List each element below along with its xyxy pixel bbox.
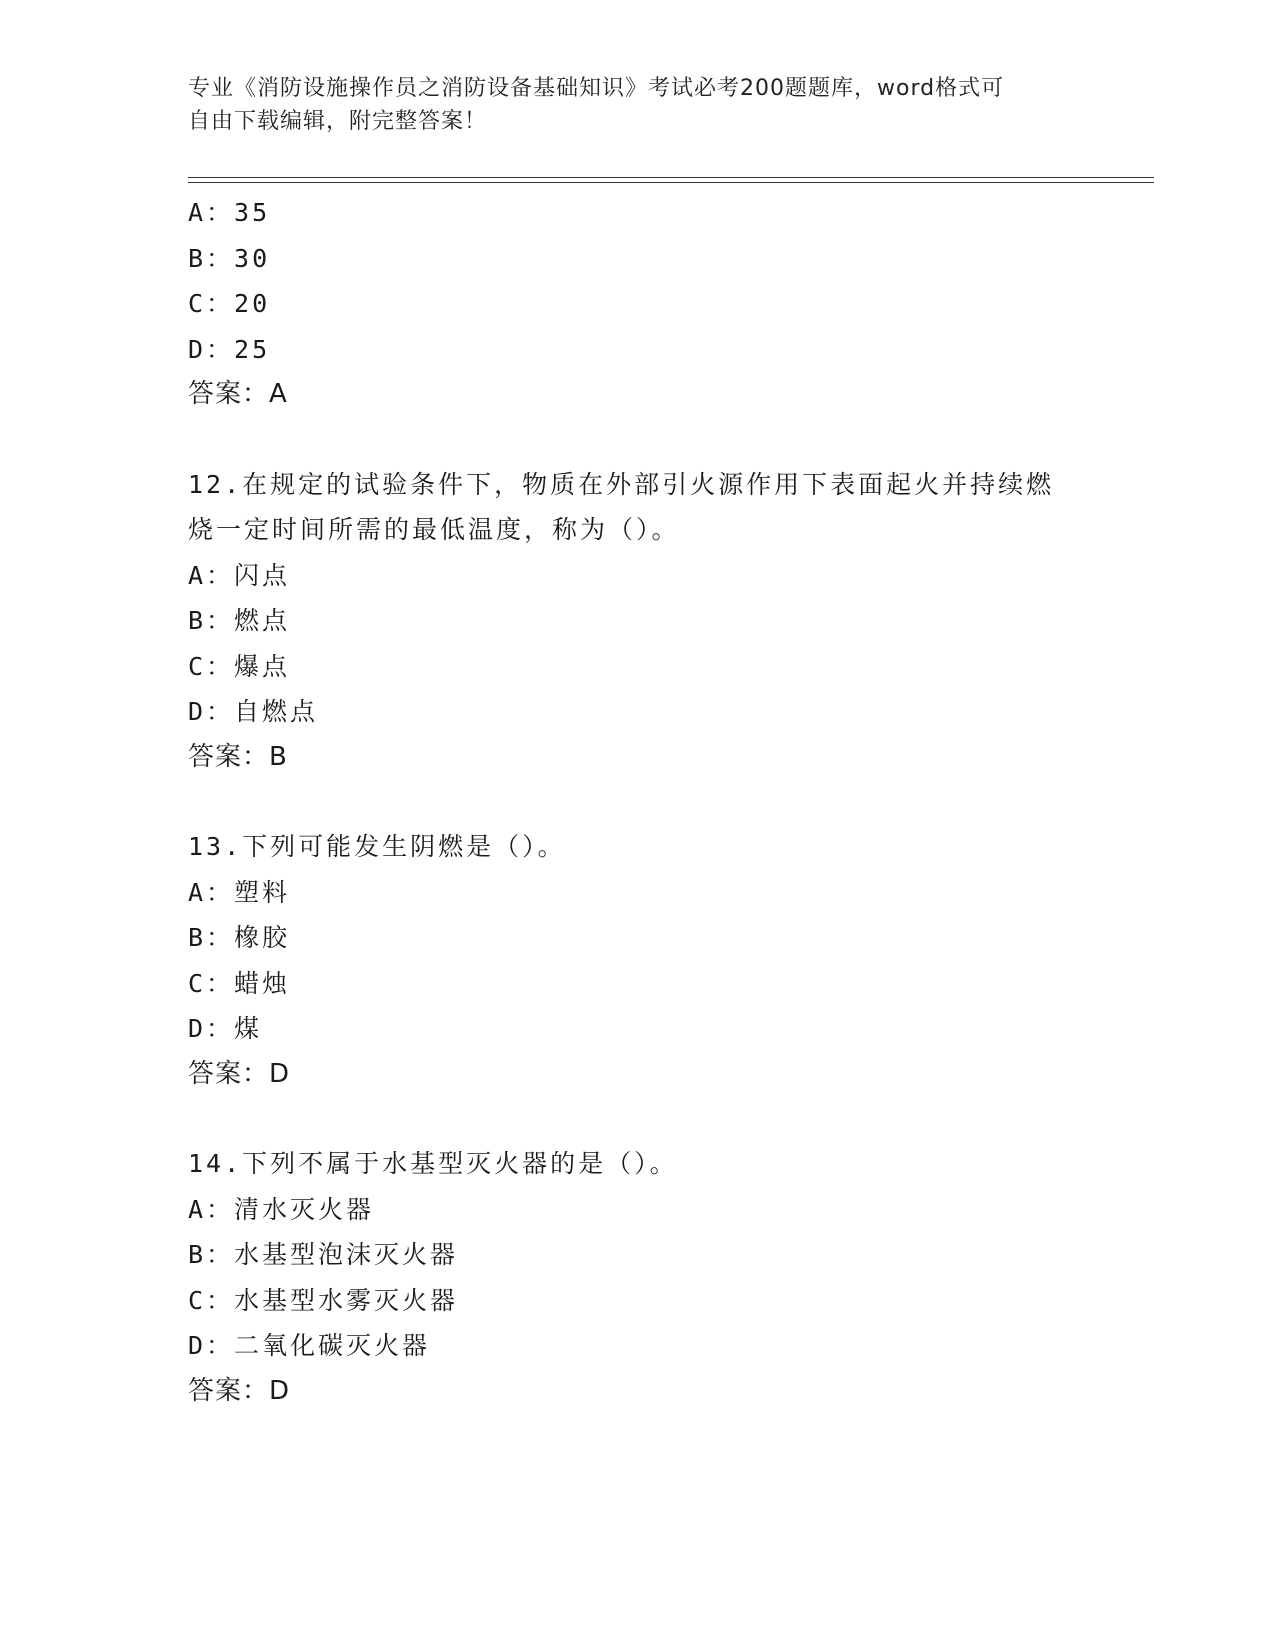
answer-line: 答案：D bbox=[188, 1058, 291, 1089]
option-b: B：30 bbox=[188, 243, 271, 273]
option-d: D：25 bbox=[188, 334, 271, 364]
option-d: D：自燃点 bbox=[188, 697, 319, 726]
question-text bbox=[188, 1141, 1088, 1187]
question-block-14 bbox=[188, 1141, 1088, 1414]
answer-line: 答案：A bbox=[188, 379, 288, 409]
option-b: B：燃点 bbox=[188, 606, 291, 635]
option-c: C：爆点 bbox=[188, 651, 291, 681]
header-line-2: 自由下载编辑，附完整答案！ bbox=[188, 109, 488, 134]
answer-line: 答案：D bbox=[188, 1375, 291, 1406]
question-text-line-1: 12.在规定的试验条件下，物质在外部引火源作用下表面起火并持续燃 bbox=[188, 469, 1055, 499]
question-text-line-1: 13.下列可能发生阴燃是（）。 bbox=[188, 832, 566, 861]
header-divider-bottom bbox=[188, 182, 1154, 183]
option-d: D：二氧化碳灭火器 bbox=[188, 1331, 431, 1360]
question-text-line-2: 烧一定时间所需的最低温度，称为（）。 bbox=[188, 515, 680, 544]
option-a: A：35 bbox=[188, 198, 271, 227]
answer-line: 答案：B bbox=[188, 741, 288, 772]
question-text bbox=[188, 462, 1088, 553]
option-a: A：闪点 bbox=[188, 560, 291, 590]
header-line-1: 专业《消防设施操作员之消防设备基础知识》考试必考200题题库，word格式可 bbox=[188, 76, 1005, 101]
question-text-line-1: 14.下列不属于水基型灭火器的是（）。 bbox=[188, 1149, 678, 1178]
option-c: C：蜡烛 bbox=[188, 968, 291, 998]
question-block-11 bbox=[188, 190, 1088, 418]
question-block-12 bbox=[188, 462, 1088, 781]
option-b: B：水基型泡沫灭火器 bbox=[188, 1240, 459, 1269]
header-divider-top bbox=[188, 177, 1154, 178]
option-b: B：橡胶 bbox=[188, 923, 291, 952]
option-c: C：20 bbox=[188, 289, 271, 318]
question-content bbox=[188, 190, 1088, 1414]
document-header bbox=[188, 72, 1088, 138]
option-c: C：水基型水雾灭火器 bbox=[188, 1285, 459, 1315]
option-a: A：清水灭火器 bbox=[188, 1194, 375, 1224]
option-d: D：煤 bbox=[188, 1014, 263, 1043]
question-block-13 bbox=[188, 824, 1088, 1097]
option-a: A：塑料 bbox=[188, 877, 291, 907]
question-text bbox=[188, 824, 1088, 870]
